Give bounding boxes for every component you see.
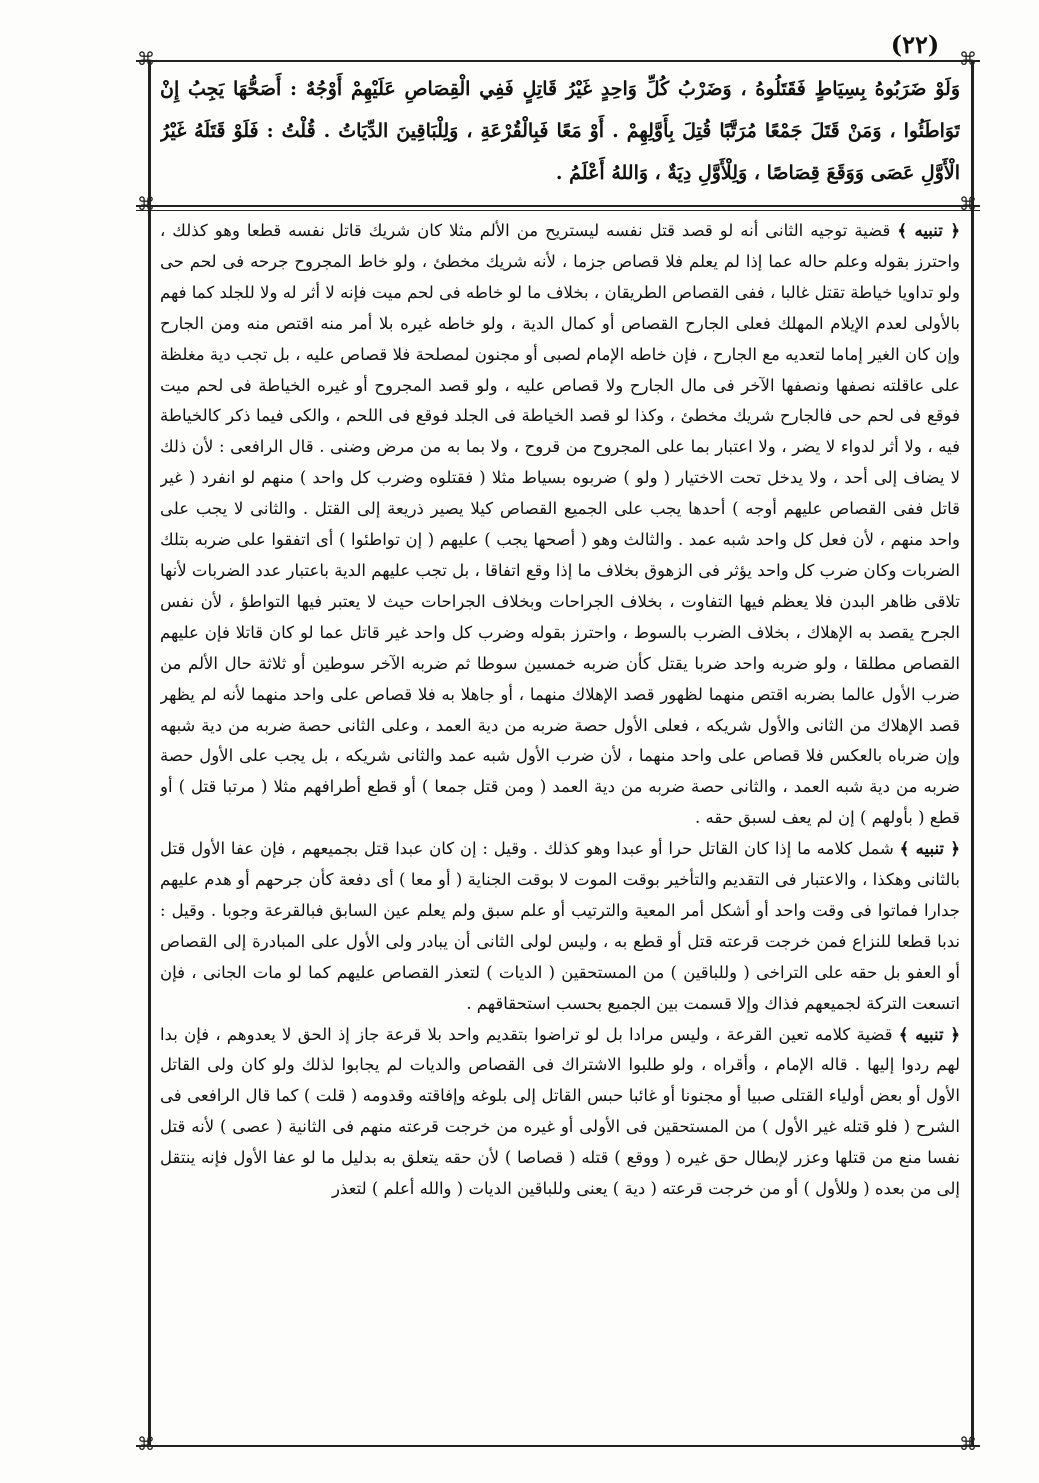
ornamental-cross-icon: ⌘	[959, 1434, 977, 1455]
commentary-text: شمل كلامه ما إذا كان القاتل حرا أو عبدا وهو كذلك . وقيل : إن كان عبدا قتل بجميعهم ، فإن عفا الأول قتل بالثانى وهكذا ، والاعتبار فى التقديم والتأخير بوقت الموت لا بوقت الجناية ( أو معا ) أى دفعة كأن جرحهم أو هدم عليهم جدارا فماتوا فى وقت واحد أو أشكل أمر المعية والترتيب أو علم سبق ولم يعلم عين السابق فبالقرعة وجوبا . وقيل : ندبا قطعا للنزاع فمن خرجت قرعته قتل أو قطع به ، وليس لولى الثانى أن يبادر ولى الأول على المبادرة إلى القصاص أو العفو بل حقه على التراخى ( وللباقين ) من المستحقين ( الديات ) لتعذر القصاص عليهم كما لو مات الجانى ، فإن اتسعت التركة لجميعهم فذاك وإلا قسمت بين الجميع بحسب استحقاقهم .	[160, 839, 960, 1013]
tanbih-label: ﴿ تنبيه ﴾	[897, 221, 960, 240]
commentary	[160, 216, 960, 1406]
bottom-rule	[136, 1445, 980, 1447]
top-rule	[136, 60, 980, 62]
page-number: (٢٢)	[890, 30, 940, 59]
commentary-paragraph	[160, 834, 960, 1019]
ornamental-cross-icon: ⌘	[137, 49, 155, 70]
commentary-text: قضية كلامه تعين القرعة ، وليس مرادا بل لو تراضوا بتقديم واحد بلا قرعة جاز إذ الحق لا يعدوهم ، فإن بدا لهم ردوا إليها . قاله الإمام ، وأقراه ، ولو طلبوا الاشتراك فى القصاص والديات لم يجابوا لذلك ولو كان ولى القاتل الأول أو بعض أولياء القتلى صبيا أو مجنونا أو غائبا حبس القاتل إلى بلوغه وإفاقته وقدومه ( قلت ) كما قال الرافعى فى الشرح ( فلو قتله غير الأول ) من المستحقين فى الأولى أو غيره من خرجت قرعته منهم فى الثانية ( عصى ) لأنه قتل نفسا منع من قتلها وعزر لإبطال حق غيره ( ووقع ) قتله ( قصاصا ) لأن حقه يتعلق به بدليل ما لو عفا الأول فإنه ينتقل إلى من بعده ( وللأول ) أو من خرجت قرعته ( دية ) يعنى وللباقين الديات ( والله أعلم ) لتعذر	[160, 1024, 960, 1199]
commentary-paragraph	[160, 1020, 960, 1205]
ornamental-cross-icon: ⌘	[137, 1434, 155, 1455]
main-text: وَلَوْ ضَرَبُوهُ بِسِيَاطٍ فَقَتَلُوهُ ، وَضَرْبُ كُلِّ وَاحِدٍ غَيْرُ قَاتِلٍ فَفِي الْقِصَاصِ عَلَيْهِمْ أَوْجُهٌ : أَصَحُّهَا يَجِبُ إِنْ تَوَاطَئُوا ، وَمَنْ قَتَلَ جَمْعًا مُرَتَّبًا قُتِلَ بِأَوَّلِهِمْ . أَوْ مَعًا فَبِالْقُرْعَةِ ، وَلِلْبَاقِينَ الدِّيَاتُ . قُلْتُ : فَلَوْ قَتَلَهُ غَيْرُ الْأَوَّلِ عَصَى وَوَقَعَ قِصَاصًا ، وَلِلْأَوَّلِ دِيَةٌ ، وَاللهُ أَعْلَمُ .	[160, 78, 960, 184]
commentary-paragraph	[160, 216, 960, 834]
tanbih-label: ﴿ تنبيه ﴾	[899, 839, 960, 859]
commentary-text: قضية توجيه الثانى أنه لو قصد قتل نفسه ليستريح من الألم مثلا كان شريك قاتل نفسه قطعا وهو كذلك ، واحترز بقوله وعلم حاله عما إذا لم يعلم فلا قصاص جزما ، لأنه شريك مخطئ ، ولو خاط المجروح جرحه فى لحم حى ولو تداويا خياطة تقتل غالبا ، ففى القصاص الطريقان ، بخلاف ما لو خاطه فى لحم ميت فإنه لا أثر له ولا للجلد كما فهم بالأولى لعدم الإيلام المهلك فعلى الجارح القصاص أو كمال الدية ، ولو خاطه غيره بلا أمر منه اقتص منه ومن الجارح وإن كان الغير إماما لتعديه مع الجارح ، فإن خاطه الإمام لصبى أو مجنون لمصلحة فلا قصاص عليه ، بل تجب دية مغلظة على عاقلته نصفها ونصفها الآخر فى مال الجارح ولا قصاص عليه ، ولو قصد المجروح أو غيره الخياطة فى لحم ميت فوقع فى لحم حى فالجارح شريك مخطئ ، وكذا لو قصد الخياطة فى الجلد فوقع فى اللحم ، والكى فيما ذكر كالخياطة فيه ، ولا أثر لدواء لا يضر ، ولا اعتبار بما على المجروح من قروح ، ولا بما به من مرض وضنى . قال الرافعى : لأن ذلك لا يضاف إلى أحد ، ولا يدخل تحت الاختيار ( ولو ) ضربوه بسياط مثلا ( فقتلوه وضرب كل واحد ) منهم لو انفرد ( غير قاتل ففى القصاص عليهم أوجه ) أحدها يجب على الجميع القصاص كيلا يصير ذريعة إلى القتل . والثانى لا يجب على واحد منهم ، لأن فعل كل واحد شبه عمد . والثالث وهو ( أصحها يجب ) عليهم ( إن تواطئوا ) أى اتفقوا على ضربه بتلك الضربات وكان ضرب كل واحد يؤثر فى الزهوق بخلاف ما إذا وقع اتفاقا ، بل تجب عليهم الدية باعتبار عدد الضربات لأنها تلاقى ظاهر البدن فلا يعظم فيها التفاوت ، بخلاف الجراحات وبخلاف الجراحات حيث لا يعتبر فيها التواطؤ ، لأن نفس الجرح يقصد به الإهلاك ، بخلاف الضرب بالسوط ، واحترز بقوله وضرب كل واحد غير قاتل عما لو كان قاتلا فإن عليهم القصاص مطلقا ، ولو ضربه واحد ضربا يقتل كأن ضربه خمسين سوطا ثم ضربه الآخر سوطين أو ثلاثة حال الألم من ضرب الأول عالما بضربه اقتص منهما لظهور قصد الإهلاك منهما ، أو جاهلا به فلا قصاص على واحد منهما لأنه لم يظهر قصد الإهلاك من الثانى والأول شريكه ، فعلى الأول حصة ضربه من دية العمد ، وعلى الثانى حصة ضربه من دية شبهه وإن ضرباه بالعكس فلا قصاص على واحد منهما ، لأن ضرب الأول شبه عمد والثانى شريكه ، بل يجب على الأول حصة ضربه من دية شبه العمد ، والثانى حصة ضربه من دية العمد ( ومن قتل جمعا ) أو قطع أطرافهم مثلا ( مرتبا قتل ) أو قطع ( بأولهم ) إن لم يعف لسبق حقه .	[160, 221, 960, 828]
ornamental-cross-icon: ⌘	[959, 49, 977, 70]
tanbih-label: ﴿ تنبيه ﴾	[898, 1024, 960, 1044]
ornamental-cross-icon: ⌘	[959, 194, 977, 215]
separator-rule	[136, 205, 980, 207]
ornamental-cross-icon: ⌘	[137, 194, 155, 215]
